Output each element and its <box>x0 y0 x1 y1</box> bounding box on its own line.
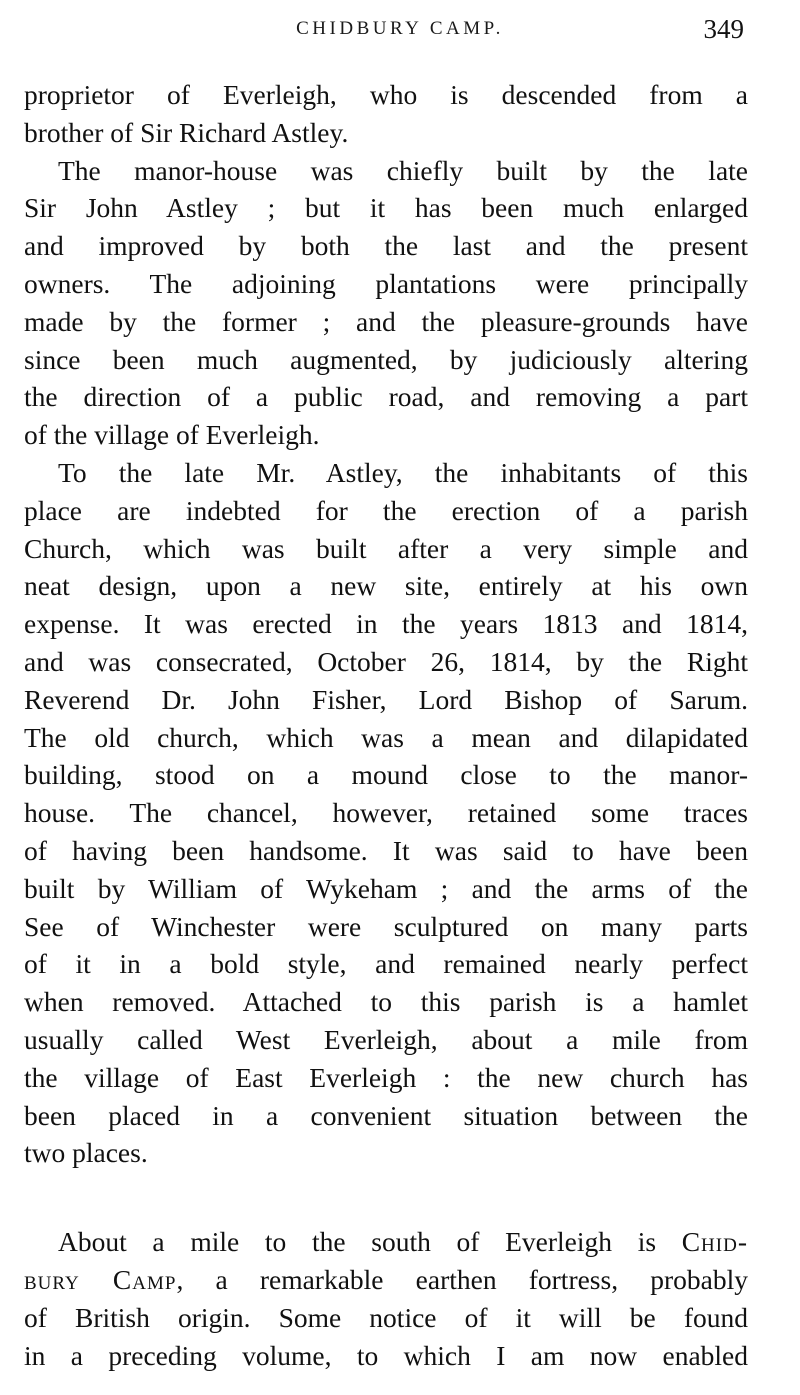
text-line: of it in a bold style, and remained nearly perfect <box>24 948 748 980</box>
text-line: of the village of Everleigh. <box>24 419 320 451</box>
text-line: To the late Mr. Astley, the inhabitants of this <box>58 456 748 488</box>
text-line <box>24 1261 748 1299</box>
text-line: built by William of Wykeham ; and the arms of the <box>24 872 748 904</box>
running-title: CHIDBURY CAMP. <box>296 18 504 39</box>
text-run: , a remarkable earthen fortress, probably <box>176 1263 748 1295</box>
text-line: The old church, which was a mean and dilapidated <box>24 721 748 753</box>
text-line: Sir John Astley ; but it has been much enlarged <box>24 192 748 224</box>
body-text <box>24 76 748 1374</box>
text-line: in a preceding volume, to which I am now enabled <box>24 1339 748 1371</box>
text-line: house. The chancel, however, retained some traces <box>24 797 748 829</box>
text-line: the direction of a public road, and removing a part <box>24 381 748 413</box>
text-line: of British origin. Some notice of it will be found <box>24 1301 748 1333</box>
text-line: usually called West Everleigh, about a mile from <box>24 1023 748 1055</box>
text-line: the village of East Everleigh : the new church has <box>24 1061 748 1093</box>
text-line: place are indebted for the erection of a parish <box>24 494 748 526</box>
text-line: See of Winchester were sculptured on many parts <box>24 910 748 942</box>
text-line: since been much augmented, by judiciously altering <box>24 343 748 375</box>
text-line: been placed in a convenient situation between the <box>24 1099 748 1131</box>
text-line: and was consecrated, October 26, 1814, by the Right <box>24 645 748 677</box>
text-line: expense. It was erected in the years 1813 and 1814, <box>24 608 748 640</box>
text-line: of having been handsome. It was said to have been <box>24 834 748 866</box>
text-line: two places. <box>24 1137 148 1169</box>
text-line: made by the former ; and the pleasure-grounds have <box>24 305 748 337</box>
text-line: and improved by both the last and the present <box>24 230 748 262</box>
text-line: The manor-house was chiefly built by the late <box>58 154 748 186</box>
text-line: when removed. Attached to this parish is a hamlet <box>24 986 748 1018</box>
text-line: building, stood on a mound close to the manor- <box>24 759 748 791</box>
text-line: Church, which was built after a very simple and <box>24 532 748 564</box>
place-name: Chid- <box>681 1226 748 1258</box>
text-line: proprietor of Everleigh, who is descended from a <box>24 79 748 110</box>
text-run: About a mile to the south of Everleigh is <box>58 1226 682 1258</box>
text-line: brother of Sir Richard Astley. <box>24 116 349 148</box>
text-line <box>24 1223 748 1261</box>
text-line: neat design, upon a new site, entirely at his own <box>24 570 748 602</box>
page-number: 349 <box>703 14 744 44</box>
text-line: Reverend Dr. John Fisher, Lord Bishop of Sarum. <box>24 683 748 715</box>
section-break <box>24 1172 748 1223</box>
text-line: owners. The adjoining plantations were principally <box>24 267 748 299</box>
place-name: bury Camp <box>24 1263 177 1295</box>
running-head <box>0 14 800 50</box>
